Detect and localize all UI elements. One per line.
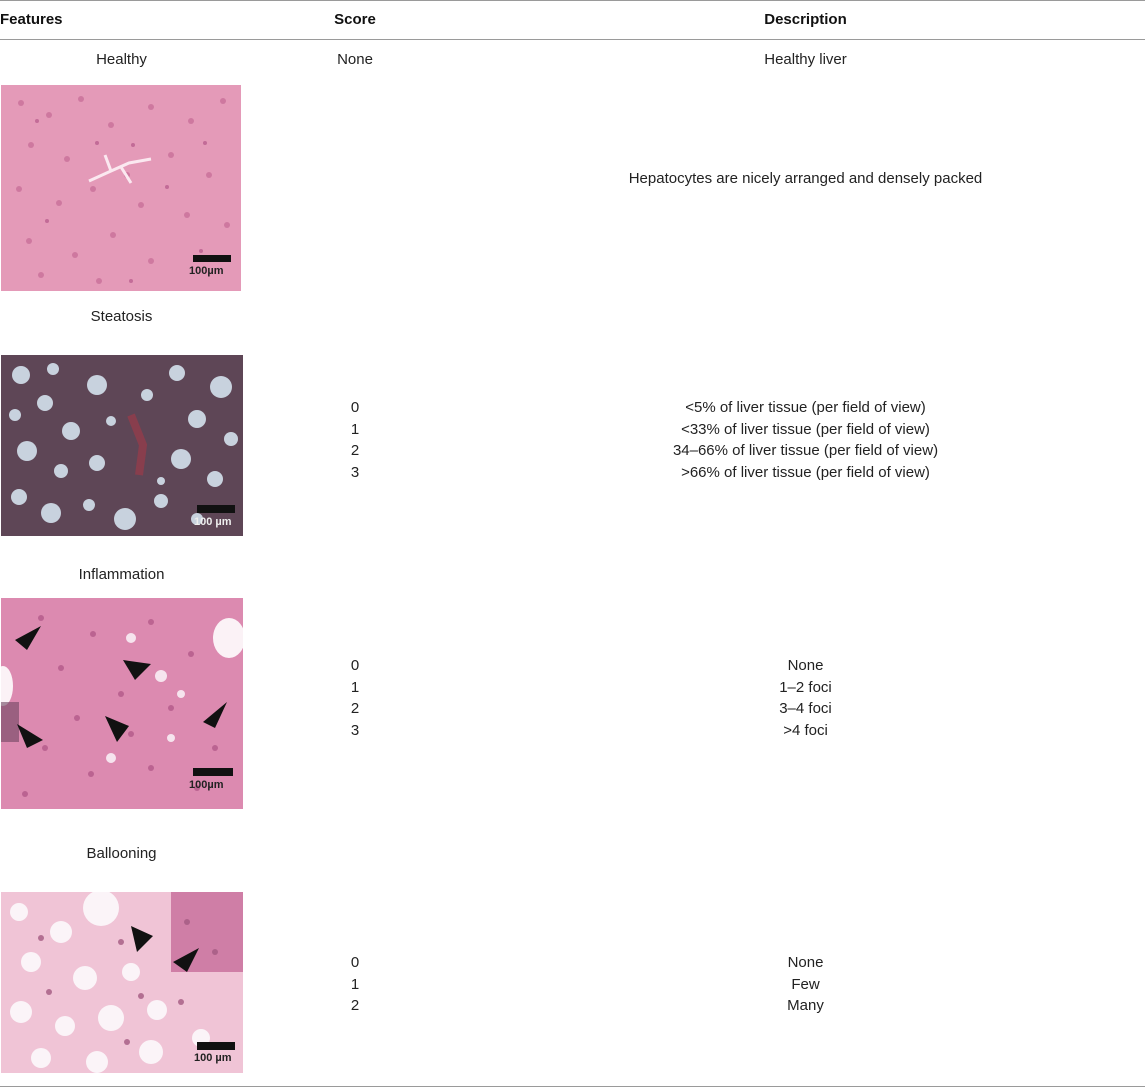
score-ballooning-1: 1 [350,975,360,993]
header-rule [0,39,1145,40]
feature-label-inflammation: Inflammation [78,566,165,583]
inflammation-scale-label: 100µm [189,779,224,791]
desc-steatosis-1: <33% of liver tissue (per field of view) [681,420,930,438]
header-features: Features [0,11,63,28]
desc-healthy-title: Healthy liver [764,51,847,68]
score-steatosis [305,397,405,483]
score-ballooning-0: 0 [350,954,360,971]
score-steatosis-2: 2 [350,442,360,459]
feature-label-healthy: Healthy [96,51,147,68]
healthy-scale-label: 100µm [189,265,224,277]
healthy-micrograph [1,85,241,291]
score-inflammation-0: 0 [350,657,360,674]
header-description: Description [764,11,847,28]
score-healthy: None [337,51,373,68]
desc-steatosis-2: 34–66% of liver tissue (per field of view) [672,442,939,459]
desc-ballooning-2: Many [787,997,824,1014]
desc-ballooning-0: None [787,954,824,971]
score-inflammation [305,655,405,741]
desc-inflammation-1: 1–2 foci [779,678,832,696]
header-score: Score [334,11,376,28]
desc-ballooning [466,952,1145,1017]
score-ballooning [305,952,405,1017]
desc-steatosis-0: <5% of liver tissue (per field of view) [685,399,926,416]
feature-label-ballooning: Ballooning [86,845,157,862]
score-inflammation-3: 3 [350,721,360,739]
score-ballooning-2: 2 [350,997,360,1014]
steatosis-scale-label: 100 µm [194,516,232,528]
ballooning-micrograph [1,892,243,1073]
score-inflammation-1: 1 [350,678,360,696]
steatosis-micrograph [1,355,243,536]
score-steatosis-3: 3 [350,463,360,481]
ballooning-scale-label: 100 µm [194,1052,232,1064]
desc-inflammation-0: None [787,657,824,674]
score-inflammation-2: 2 [350,700,360,717]
desc-healthy: Hepatocytes are nicely arranged and densely packed [628,170,983,187]
desc-inflammation [466,655,1145,741]
desc-inflammation-2: 3–4 foci [779,700,832,717]
desc-inflammation-3: >4 foci [783,721,828,739]
desc-ballooning-1: Few [791,975,820,993]
desc-steatosis [466,397,1145,483]
score-steatosis-1: 1 [350,420,360,438]
score-steatosis-0: 0 [350,399,360,416]
desc-steatosis-3: >66% of liver tissue (per field of view) [681,463,930,481]
top-rule [0,0,1145,1]
bottom-rule [0,1086,1145,1087]
feature-label-steatosis: Steatosis [90,308,153,325]
inflammation-micrograph [1,598,243,809]
